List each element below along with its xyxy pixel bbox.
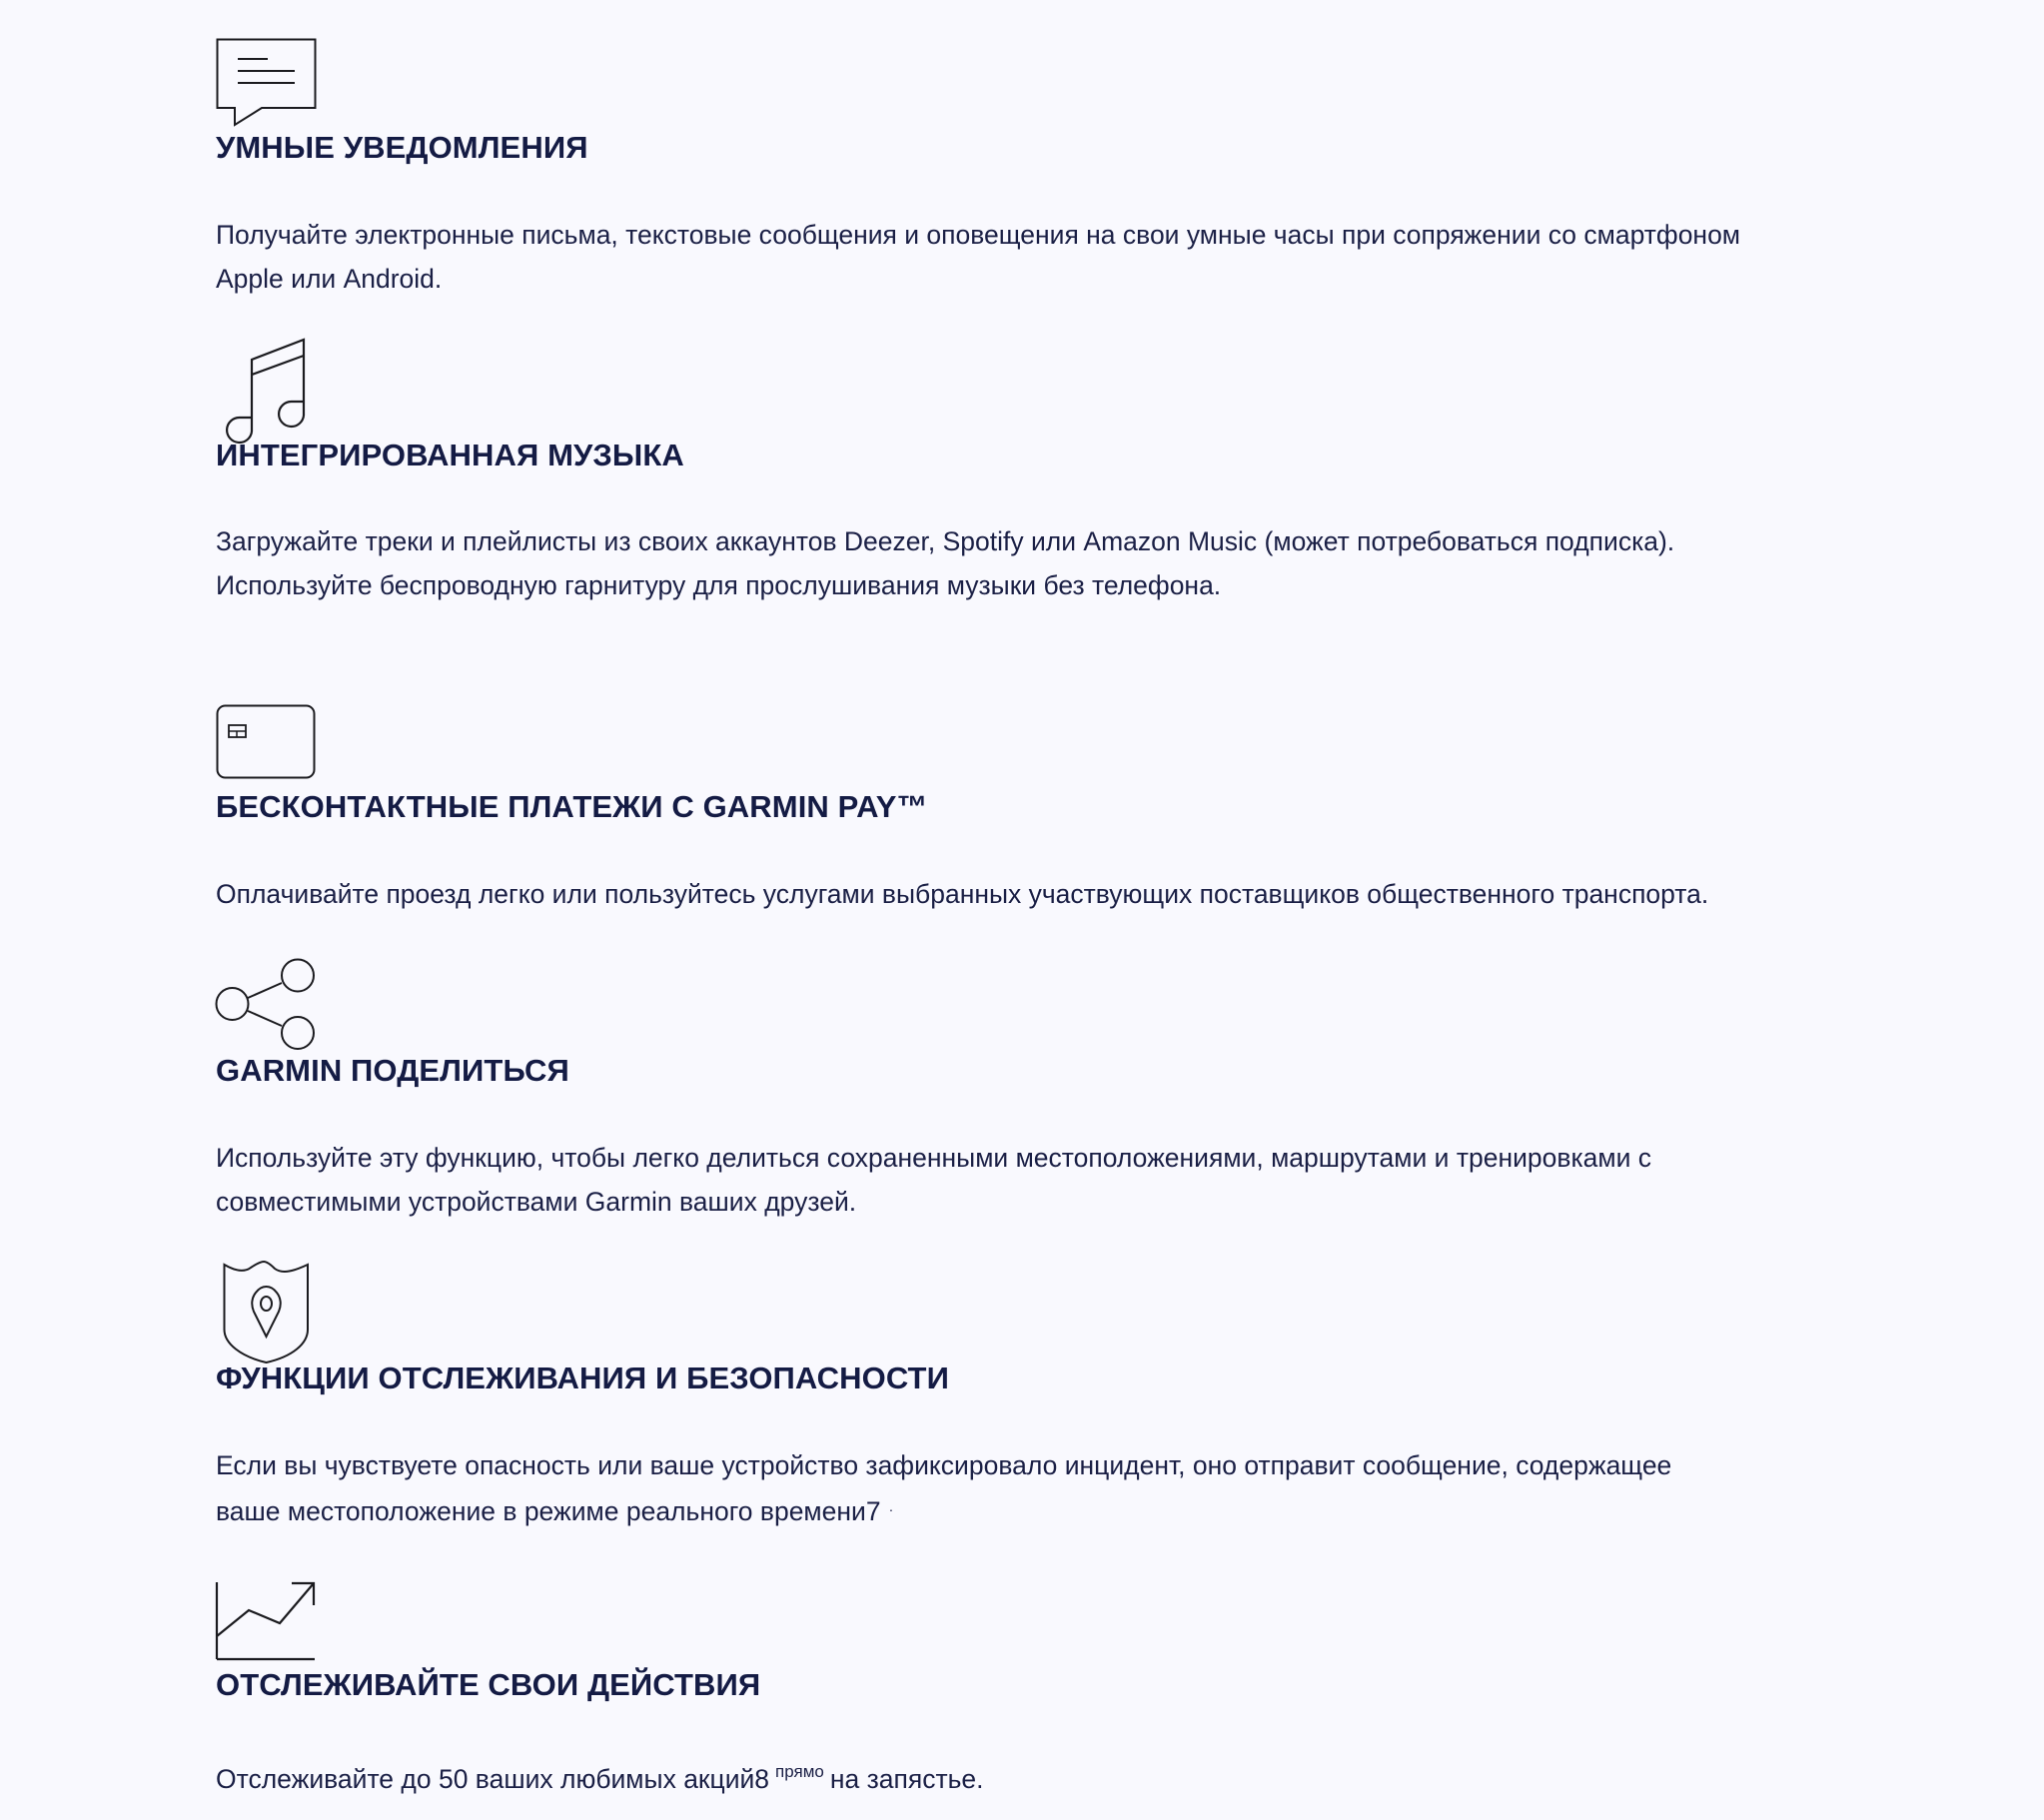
share-icon — [216, 959, 316, 1051]
description-text: Отслеживайте до 50 ваших любимых акций8 — [216, 1764, 770, 1794]
description-line: совместимыми устройствами Garmin ваших друзей. — [216, 1187, 857, 1217]
description-line: Загружайте треки и плейлисты из своих аккаунтов Deezer, Spotify или Amazon Music (может потребоваться подписка). — [216, 526, 1675, 556]
feature-title: ФУНКЦИИ ОТСЛЕЖИВАНИЯ И БЕЗОПАСНОСТИ — [216, 1361, 949, 1395]
description-line: Apple или Android. — [216, 264, 443, 294]
feature-title: УМНЫЕ УВЕДОМЛЕНИЯ — [216, 130, 588, 165]
description-line — [216, 1487, 1671, 1533]
description-line: Используйте беспроводную гарнитуру для прослушивания музыки без телефона. — [216, 570, 1222, 600]
feature-title: ОТСЛЕЖИВАЙТЕ СВОИ ДЕЙСТВИЯ — [216, 1667, 761, 1702]
description-line — [216, 1750, 984, 1801]
chat-bubble-icon — [216, 38, 317, 127]
music-note-icon — [226, 340, 306, 440]
feature-description — [216, 1136, 1651, 1224]
description-text: на запястье. — [829, 1764, 984, 1794]
shield-location-icon — [223, 1262, 311, 1364]
description-line: Оплачивайте проезд легко или пользуйтесь услугами выбранных участвующих поставщиков общественного транспорта. — [216, 879, 1709, 909]
footnote-mark: · — [888, 1501, 894, 1517]
description-line: Получайте электронные письма, текстовые сообщения и оповещения на свои умные часы при сопряжении со смартфоном — [216, 220, 1741, 250]
feature-title: ИНТЕГРИРОВАННАЯ МУЗЫКА — [216, 438, 684, 472]
description-text: ваше местоположение в режиме реального времени7 — [216, 1496, 881, 1526]
feature-description — [216, 872, 1708, 916]
feature-description — [216, 213, 1740, 301]
feature-description — [216, 1750, 984, 1801]
description-line: Используйте эту функцию, чтобы легко делиться сохраненными местоположениями, маршрутами и тренировками с — [216, 1143, 1651, 1173]
feature-description — [216, 519, 1674, 607]
feature-title: БЕСКОНТАКТНЫЕ ПЛАТЕЖИ С GARMIN PAY™ — [216, 789, 928, 824]
feature-title: GARMIN ПОДЕЛИТЬСЯ — [216, 1053, 569, 1088]
description-line: Если вы чувствуете опасность или ваше устройство зафиксировало инцидент, оно отправит сообщение, содержащее — [216, 1450, 1672, 1480]
payment-card-icon — [216, 704, 316, 779]
trend-chart-icon — [216, 1581, 316, 1661]
superscript-note: прямо — [775, 1762, 824, 1781]
feature-description — [216, 1443, 1671, 1533]
